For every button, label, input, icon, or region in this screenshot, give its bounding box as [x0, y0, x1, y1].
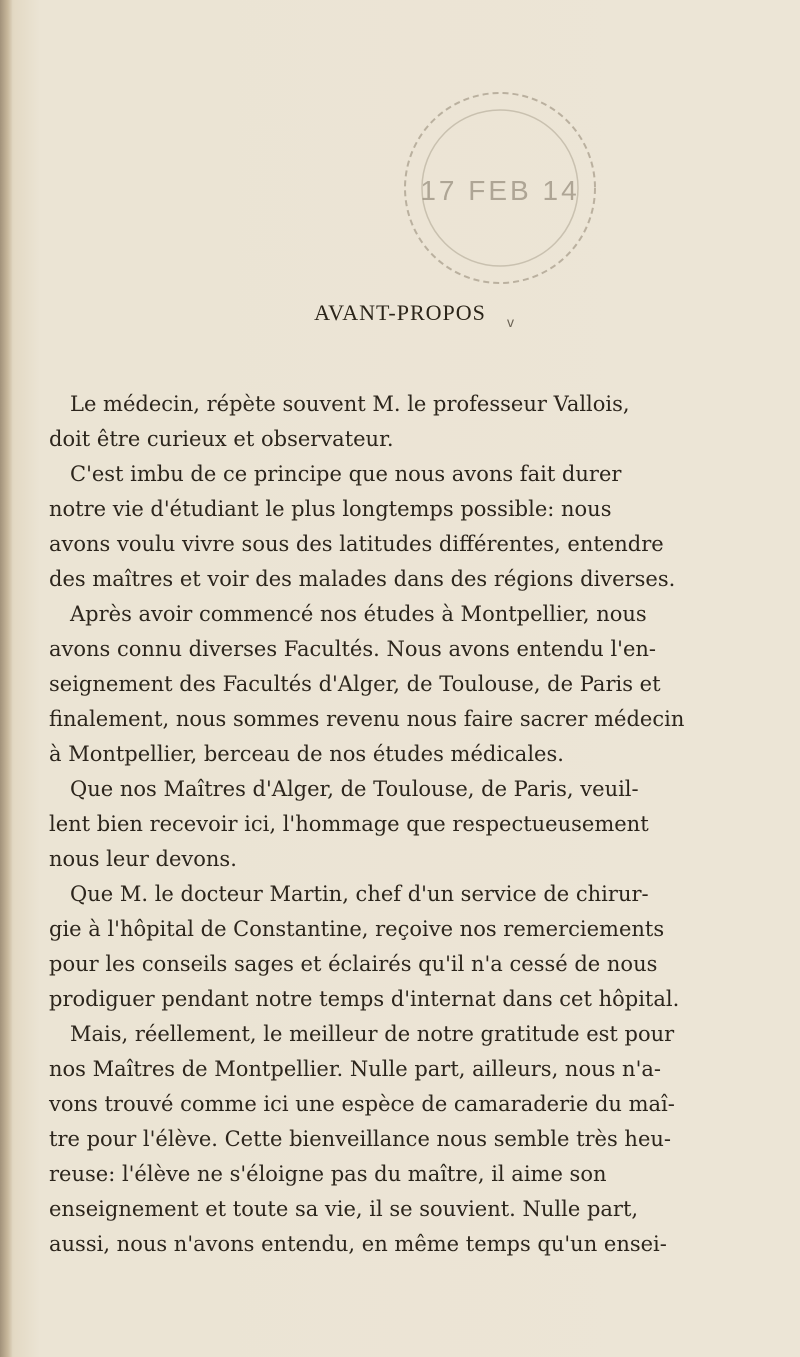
text-line: nos Maîtres de Montpellier. Nulle part, ailleurs, nous n'a- [49, 1057, 661, 1081]
text-line: tre pour l'élève. Cette bienveillance nous semble très heu- [49, 1127, 672, 1151]
text-line: gie à l'hôpital de Constantine, reçoive nos remerciements [49, 917, 665, 941]
text-line: Mais, réellement, le meilleur de notre gratitude est pour [70, 1022, 675, 1046]
text-line: enseignement et toute sa vie, il se souvient. Nulle part, [49, 1197, 639, 1221]
text-line: seignement des Facultés d'Alger, de Toulouse, de Paris et [49, 672, 661, 696]
text-line: des maîtres et voir des malades dans des régions diverses. [49, 567, 676, 591]
stamp-seal-icon [390, 78, 610, 298]
text-line: avons connu diverses Facultés. Nous avons entendu l'en- [49, 637, 656, 661]
text-line: reuse: l'élève ne s'éloigne pas du maître, il aime son [49, 1162, 607, 1186]
section-heading: AVANT-PROPOS [314, 300, 486, 325]
text-line: Le médecin, répète souvent M. le professeur Vallois, [70, 392, 630, 416]
text-line: aussi, nous n'avons entendu, en même temps qu'un ensei- [49, 1232, 667, 1256]
text-line: vons trouvé comme ici une espèce de camaraderie du maî- [49, 1092, 675, 1116]
text-line: doit être curieux et observateur. [49, 427, 394, 451]
page-spine-shadow [0, 0, 12, 1357]
stamp-date-text: 17 FEB 14 [420, 175, 580, 206]
library-stamp [390, 78, 610, 298]
text-line: Après avoir commencé nos études à Montpellier, nous [70, 602, 647, 626]
text-line: lent bien recevoir ici, l'hommage que respectueusement [49, 812, 649, 836]
text-line: Que nos Maîtres d'Alger, de Toulouse, de Paris, veuil- [70, 777, 639, 801]
text-line: avons voulu vivre sous des latitudes différentes, entendre [49, 532, 664, 556]
text-line: pour les conseils sages et éclairés qu'il n'a cessé de nous [49, 952, 658, 976]
heading-mark: v [507, 314, 514, 330]
text-line: C'est imbu de ce principe que nous avons fait durer [70, 462, 622, 486]
text-line: à Montpellier, berceau de nos études médicales. [49, 742, 564, 766]
text-line: notre vie d'étudiant le plus longtemps possible: nous [49, 497, 612, 521]
text-line: Que M. le docteur Martin, chef d'un service de chirur- [70, 882, 649, 906]
text-line: finalement, nous sommes revenu nous faire sacrer médecin [49, 707, 685, 731]
text-line: nous leur devons. [49, 847, 237, 871]
text-line: prodiguer pendant notre temps d'internat dans cet hôpital. [49, 987, 680, 1011]
